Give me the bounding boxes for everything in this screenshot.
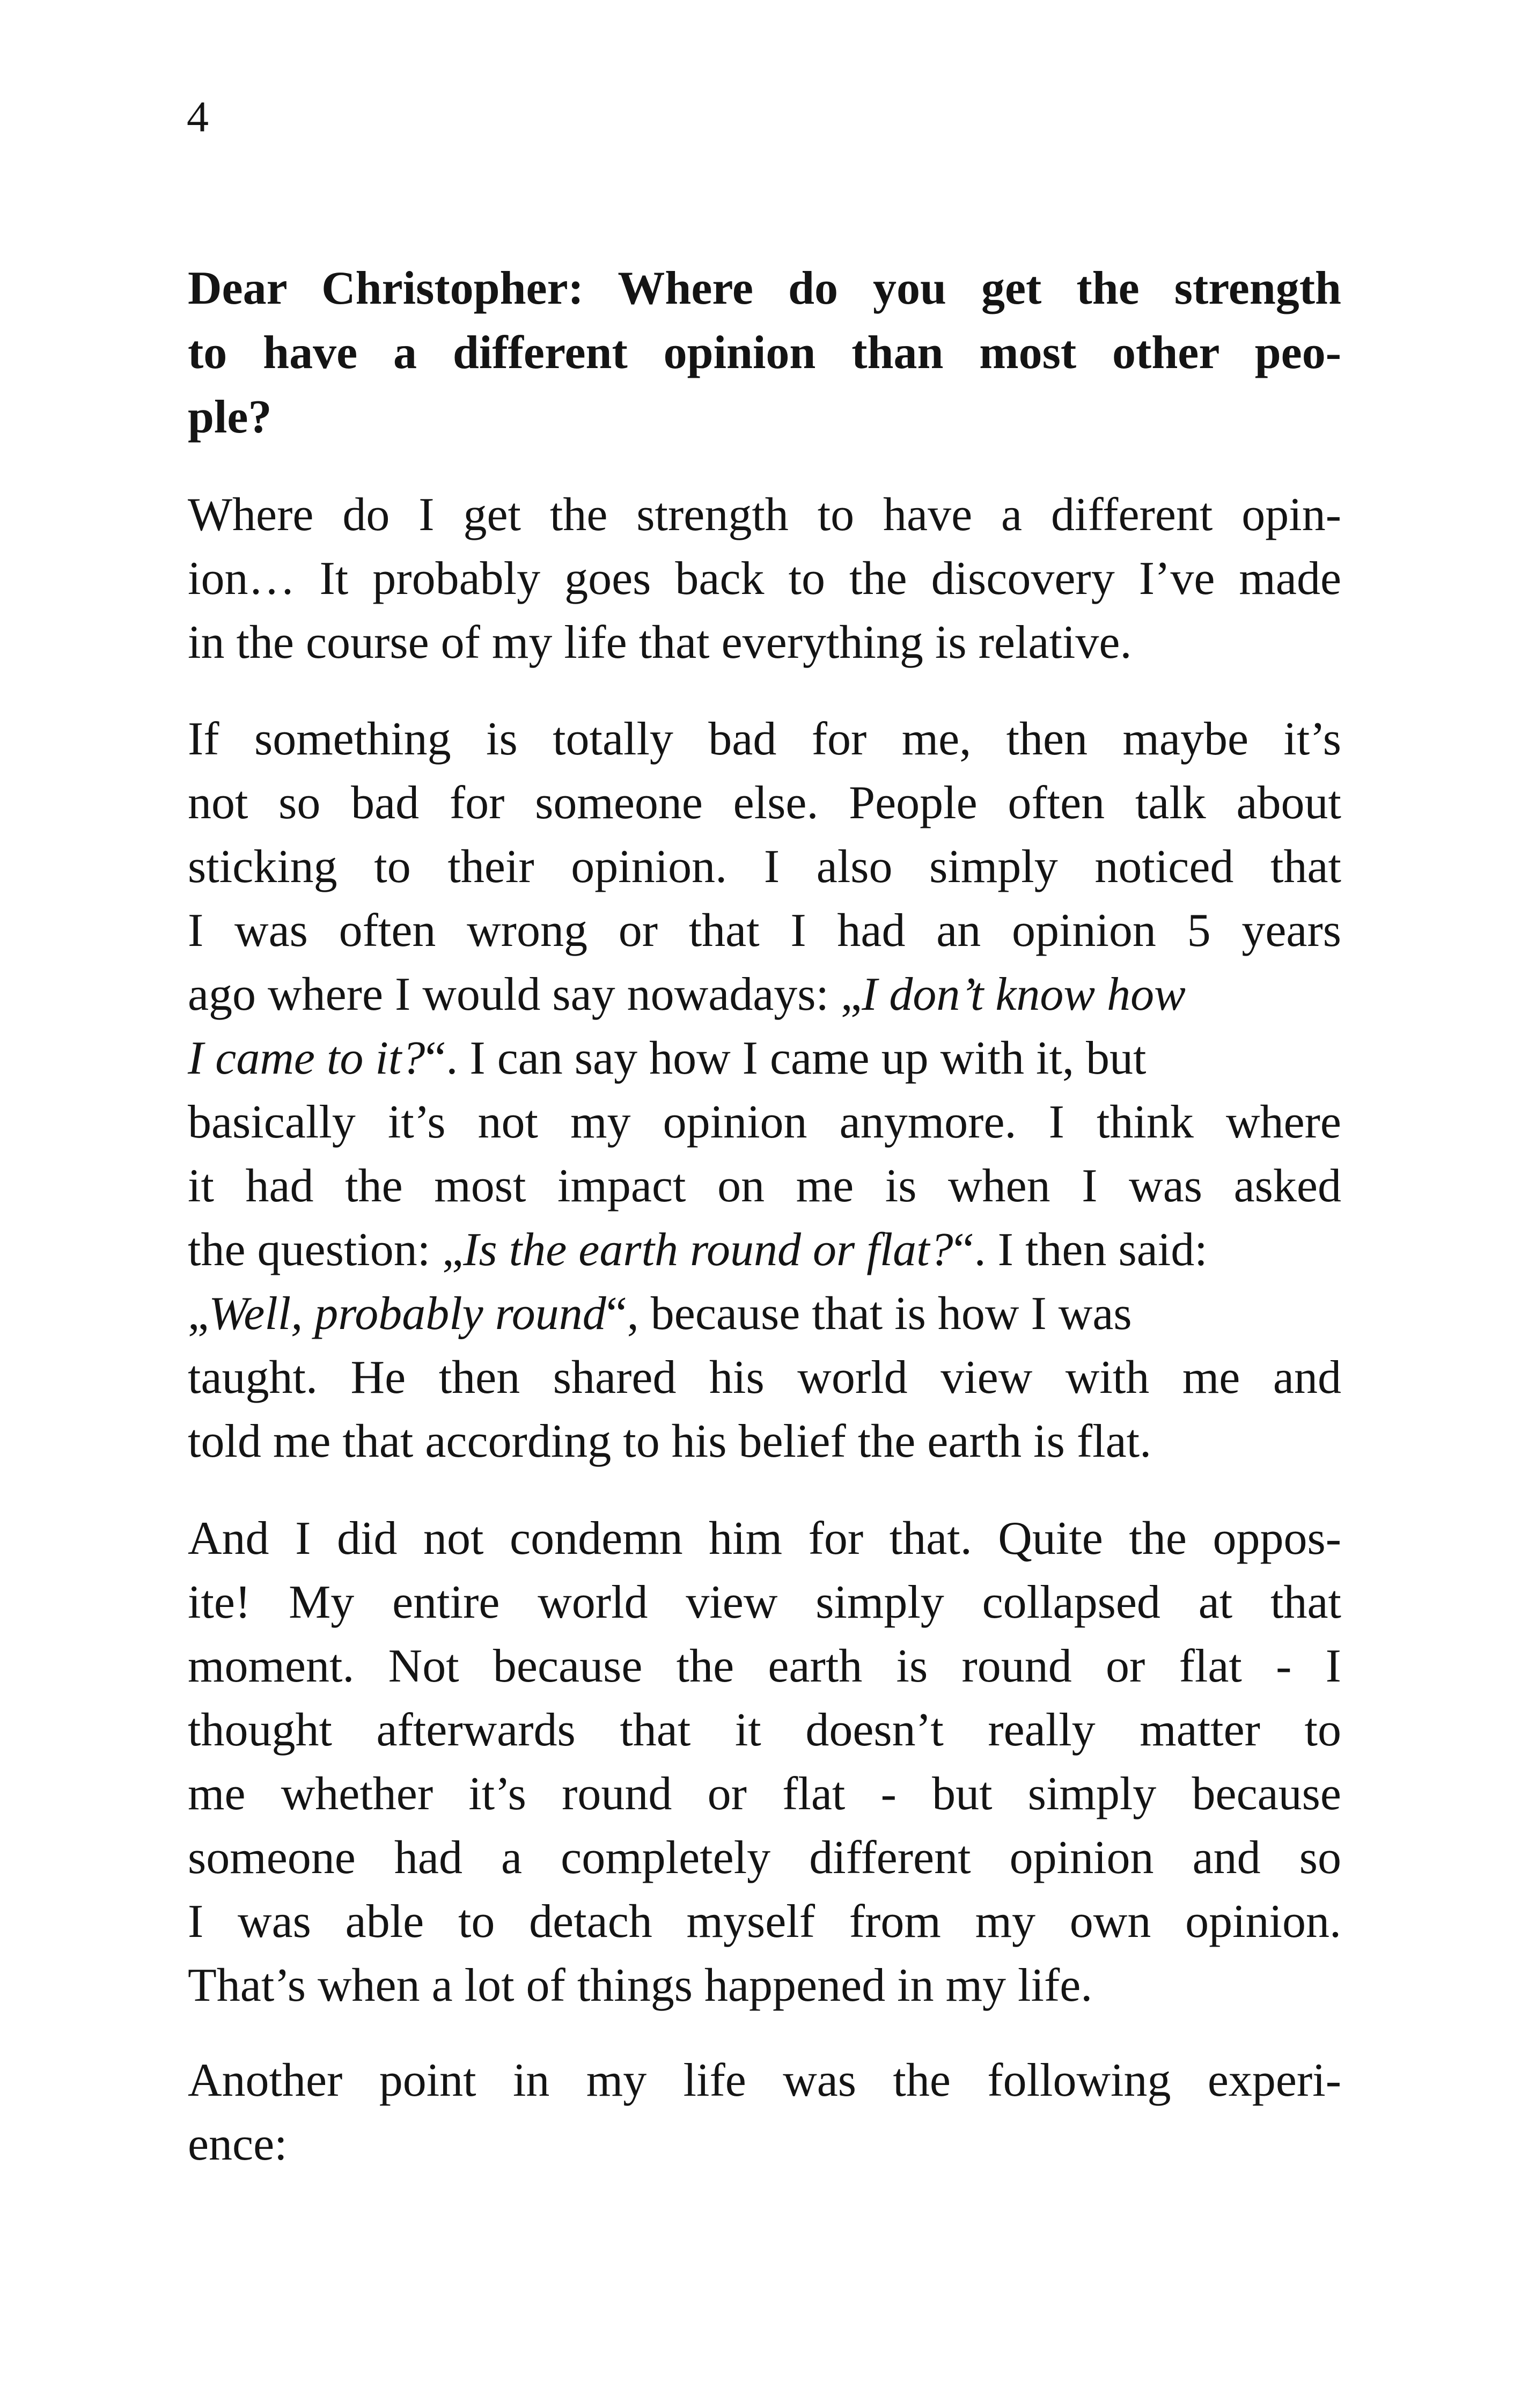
page-number: 4 xyxy=(187,92,209,141)
text-segment: ago where I would say nowadays: „ xyxy=(188,968,862,1021)
text-line: If something is totally bad for me, then maybe it’s xyxy=(188,713,1341,765)
question-heading xyxy=(188,256,1341,450)
text-segment: „ xyxy=(188,1288,209,1340)
text-segment: “, because that is how I was xyxy=(606,1288,1132,1340)
paragraph-1 xyxy=(188,483,1341,674)
text-segment: “. I then said: xyxy=(953,1224,1208,1276)
text-line xyxy=(188,1282,1341,1346)
quote-italic: Is the earth round or flat? xyxy=(463,1224,953,1276)
text-line: ion… It probably goes back to the discovery I’ve made xyxy=(188,553,1341,605)
text-line: in the course of my life that everything is relative. xyxy=(188,616,1132,669)
paragraph-3 xyxy=(188,1507,1341,2017)
text-line: Another point in my life was the following experi- xyxy=(188,2054,1341,2106)
text-line: sticking to their opinion. I also simply noticed that xyxy=(188,841,1341,893)
text-line: it had the most impact on me is when I was asked xyxy=(188,1160,1341,1212)
text-line: And I did not condemn him for that. Quite the oppos- xyxy=(188,1513,1341,1565)
text-segment: the question: „ xyxy=(188,1224,464,1276)
text-line: told me that according to his belief the earth is flat. xyxy=(188,1415,1152,1467)
text-line xyxy=(188,963,1341,1026)
text-line xyxy=(188,1026,1341,1090)
heading-line: Dear Christopher: Where do you get the strength xyxy=(188,262,1341,314)
quote-italic: Well, probably round xyxy=(209,1288,606,1340)
text-line xyxy=(188,1218,1341,1282)
text-line: basically it’s not my opinion anymore. I think where xyxy=(188,1096,1341,1148)
text-line: me whether it’s round or flat - but simply because xyxy=(188,1768,1341,1820)
heading-line: to have a different opinion than most other peo- xyxy=(188,327,1341,379)
text-line: ence: xyxy=(188,2118,288,2170)
text-line: not so bad for someone else. People often talk about xyxy=(188,777,1341,829)
text-segment: “. I can say how I came up with it, but xyxy=(425,1032,1147,1084)
text-line: moment. Not because the earth is round or flat - I xyxy=(188,1640,1341,1692)
text-line: I was often wrong or that I had an opinion 5 years xyxy=(188,905,1341,957)
paragraph-4 xyxy=(188,2049,1341,2176)
quote-italic: I don’t know how xyxy=(862,968,1186,1021)
text-line: Where do I get the strength to have a different opin- xyxy=(188,489,1341,541)
text-line: someone had a completely different opinion and so xyxy=(188,1832,1341,1884)
text-line: That’s when a lot of things happened in my life. xyxy=(188,1959,1093,2011)
heading-line: ple? xyxy=(188,391,272,443)
paragraph-2 xyxy=(188,707,1341,1473)
text-line: taught. He then shared his world view with me and xyxy=(188,1352,1341,1404)
quote-italic: I came to it? xyxy=(188,1032,425,1084)
text-line: I was able to detach myself from my own opinion. xyxy=(188,1896,1341,1948)
text-line: ite! My entire world view simply collapsed at that xyxy=(188,1576,1341,1628)
text-line: thought afterwards that it doesn’t really matter to xyxy=(188,1704,1341,1756)
